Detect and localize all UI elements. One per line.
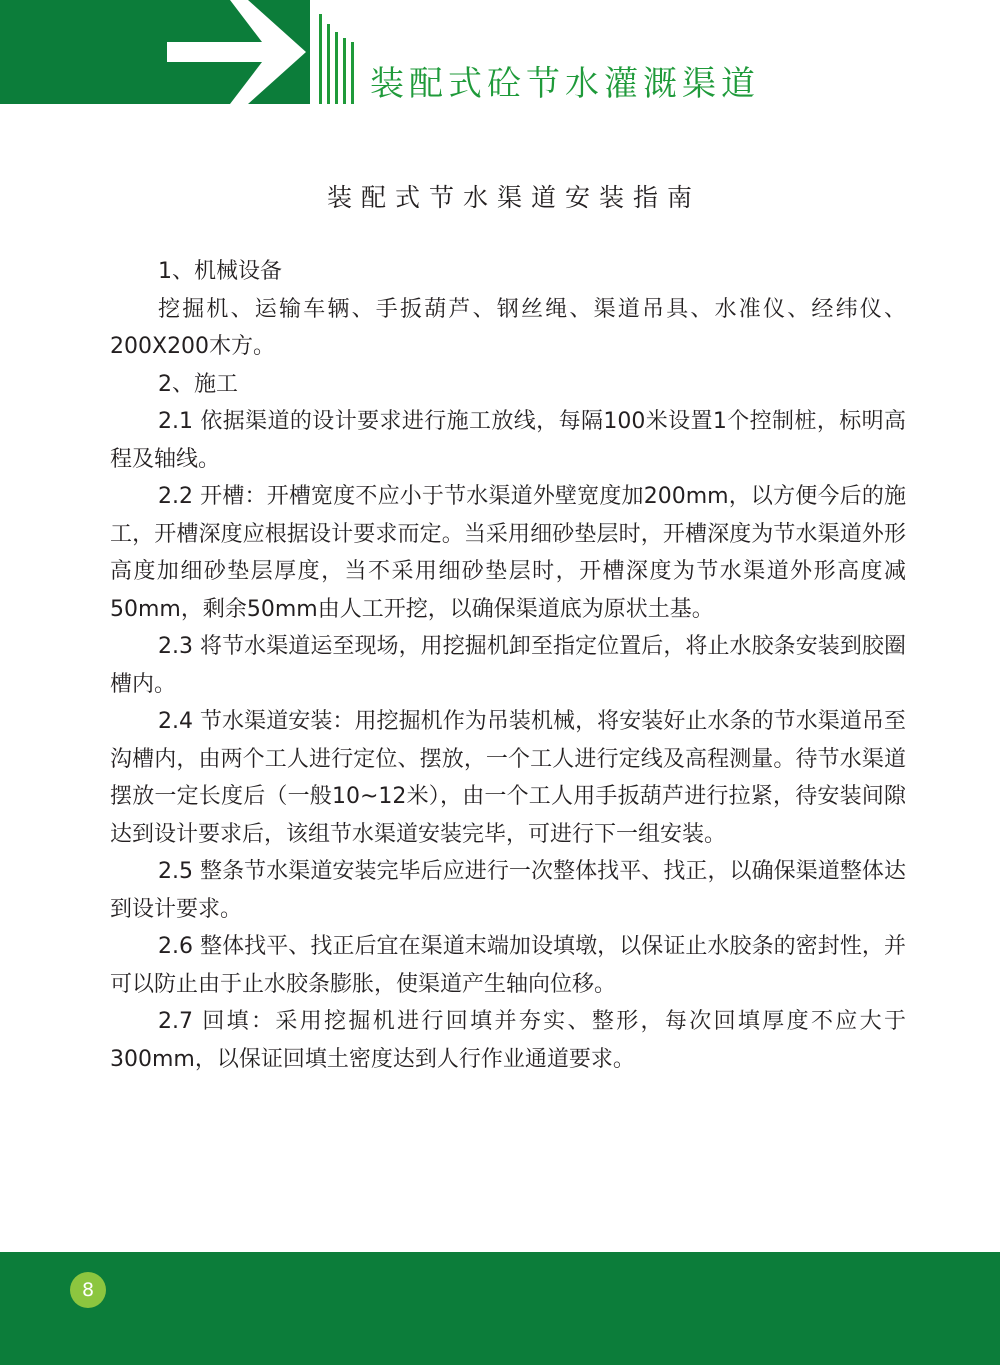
page-number-badge: 8 (70, 1272, 106, 1308)
paragraph-2-5: 2.5 整条节水渠道安装完毕后应进行一次整体找平、找正，以确保渠道整体达到设计要求。 (110, 859, 906, 922)
paragraph-2-7: 2.7 回填：采用挖掘机进行回填并夯实、整形，每次回填厚度不应大于300mm，以保证回填土密度达到人行作业通道要求。 (110, 1009, 906, 1072)
paragraph-2-2: 2.2 开槽：开槽宽度不应小于节水渠道外壁宽度加200mm，以方便今后的施工，开槽深度应根据设计要求而定。当采用细砂垫层时，开槽深度为节水渠道外形高度加细砂垫层厚度，当不采用细砂垫层时，开槽深度为节水渠道外形高度减50mm，剩余50mm由人工开挖，以确保渠道底为原状土基。 (110, 484, 906, 622)
paragraph-2-3: 2.3 将节水渠道运至现场，用挖掘机卸至指定位置后，将止水胶条安装到胶圈槽内。 (110, 634, 906, 697)
paragraph-2-4: 2.4 节水渠道安装：用挖掘机作为吊装机械，将安装好止水条的节水渠道吊至沟槽内，由两个工人进行定位、摆放，一个工人进行定线及高程测量。待节水渠道摆放一定长度后（一般10~12米），由一个工人用手扳葫芦进行拉紧，待安装间隙达到设计要求后，该组节水渠道安装完毕，可进行下一组安装。 (110, 709, 906, 847)
section-heading-equipment: 1、机械设备 (158, 259, 282, 284)
document-title: 装配式节水渠道安装指南 (326, 183, 701, 212)
header-banner (0, 0, 1000, 110)
brand-title: 装配式砼节水灌溉渠道 (370, 64, 760, 104)
paragraph-2-6: 2.6 整体找平、找正后宜在渠道末端加设填墩，以保证止水胶条的密封性，并可以防止由于止水胶条膨胀，使渠道产生轴向位移。 (110, 934, 906, 997)
section-heading-construction: 2、施工 (158, 371, 238, 397)
document-body (110, 253, 906, 1078)
footer-band (0, 1252, 1000, 1365)
paragraph-2-1: 2.1 依据渠道的设计要求进行施工放线，每隔100米设置1个控制桩，标明高程及轴线。 (110, 409, 906, 472)
paragraph-equipment-list: 挖掘机、运输车辆、手扳葫芦、钢丝绳、渠道吊具、水准仪、经纬仪、200X200木方。 (110, 296, 906, 359)
vertical-bars-icon (319, 14, 354, 104)
